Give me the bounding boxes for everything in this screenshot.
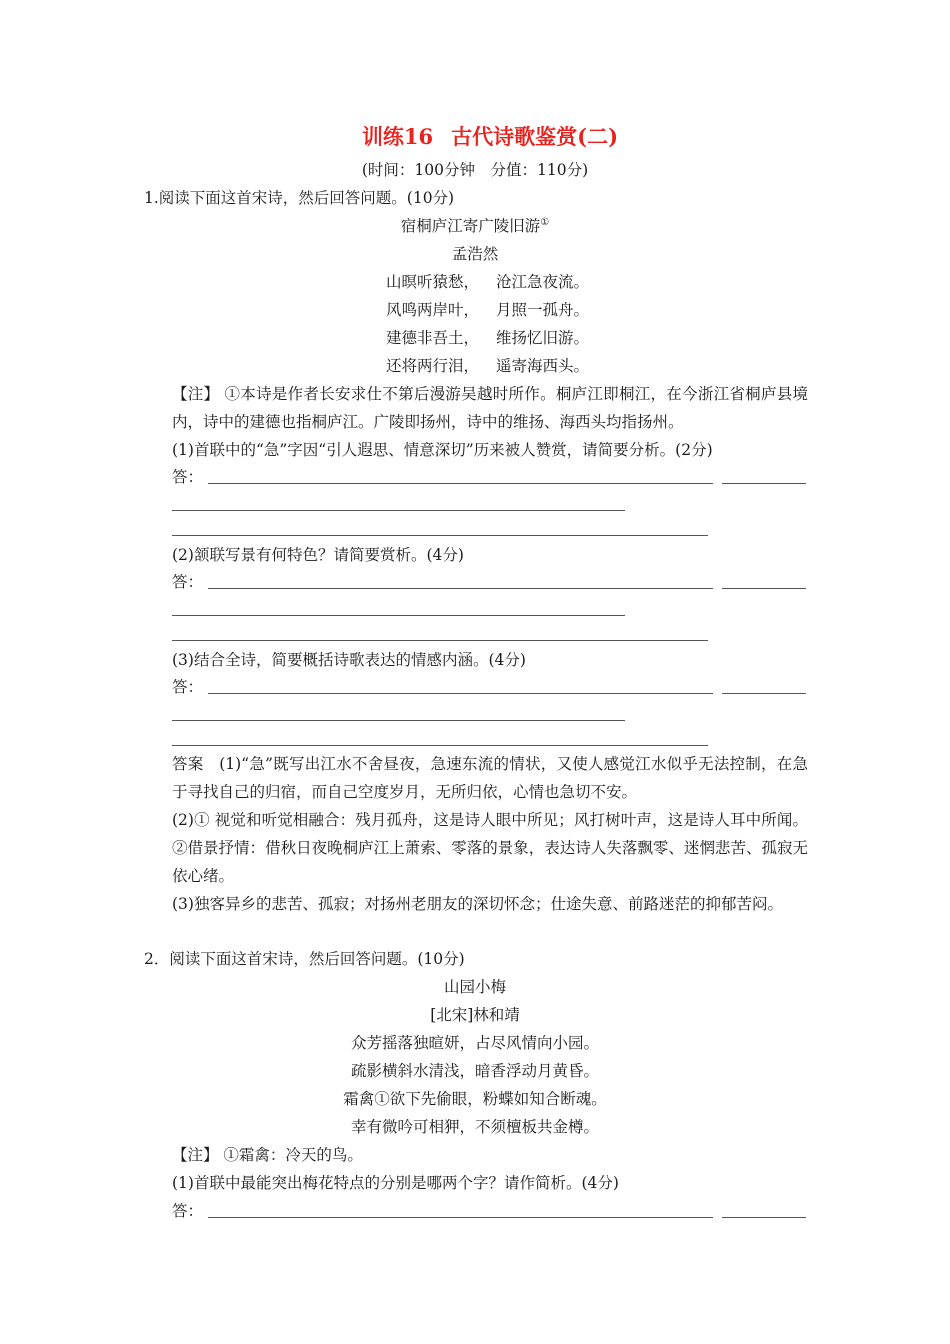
q1-poem-title: 宿桐庐江寄广陵旧游①: [400, 217, 550, 235]
answer-label: 答：: [172, 678, 204, 696]
answer-line[interactable]: [172, 615, 625, 616]
q1-answer-2: (2)① 视觉和听觉相融合：残月孤舟，这是诗人眼中所见；风打树叶声，这是诗人耳中所闻。②借景抒情：借秋日夜晚桐庐江上萧索、零落的景象，表达诗人失落飘零、迷惘悲苦、孤寂无依心绪。: [172, 811, 808, 885]
q1-note: 【注】 ①本诗是作者长安求仕不第后漫游吴越时所作。桐庐江即桐江，在今浙江省桐庐县境内，诗中的建德也指桐庐江。广陵即扬州，诗中的维扬、海西头均指扬州。: [172, 385, 808, 431]
q2-poem-line: 疏影横斜水清浅，暗香浮动月黄昏。: [350, 1062, 599, 1080]
answer-label: 答：: [172, 573, 204, 591]
answer-line[interactable]: [208, 483, 713, 484]
footnote-marker: ①: [540, 217, 550, 228]
answer-line[interactable]: [722, 1217, 806, 1218]
q2-note: 【注】 ①霜禽：冷天的鸟。: [172, 1146, 363, 1164]
answer-line[interactable]: [722, 693, 806, 694]
q1-answer-1: 答案 (1)“急”既写出江水不舍昼夜，急速东流的情状，又使人感觉江水似乎无法控制，在急于寻找自己的归宿，而自己空度岁月，无所归依，心情也急切不安。: [172, 755, 808, 801]
q1-poem-line: 山暝听猿愁， 沧江急夜流。: [386, 273, 590, 291]
q1-poem-line: 建德非吾土， 维扬忆旧游。: [386, 329, 590, 347]
q2-poem-title: 山园小梅: [443, 978, 506, 996]
q1-subquestion-3: (3)结合全诗，简要概括诗歌表达的情感内涵。(4分): [172, 651, 526, 669]
q1-poem-line: 风鸣两岸叶， 月照一孤舟。: [386, 301, 590, 319]
answer-line[interactable]: [208, 1217, 713, 1218]
exam-meta: (时间：100分钟 分值：110分): [361, 161, 589, 179]
q1-subquestion-2: (2)颔联写景有何特色？请简要赏析。(4分): [172, 546, 464, 564]
page-title: [0, 124, 950, 150]
answer-line[interactable]: [208, 693, 713, 694]
q1-poem-line: 还将两行泪， 遥寄海西头。: [386, 357, 590, 375]
q1-subquestion-1: (1)首联中的“急”字因“引人遐思、情意深切”历来被人赞赏，请简要分析。(2分): [172, 441, 713, 459]
answer-line[interactable]: [208, 588, 713, 589]
title-main: 训练16: [361, 124, 434, 149]
title-sub: 古代诗歌鉴赏(二): [451, 124, 619, 149]
q2-poem-line: 霜禽①欲下先偷眼，粉蝶如知合断魂。: [343, 1090, 607, 1108]
q1-answer-3: (3)独客异乡的悲苦、孤寂；对扬州老朋友的深切怀念；仕途失意、前路迷茫的抑郁苦闷。: [172, 895, 783, 913]
q2-poem-author: [北宋]林和靖: [430, 1006, 520, 1024]
answer-line[interactable]: [172, 720, 625, 721]
q1-prompt: 1.阅读下面这首宋诗，然后回答问题。(10分): [144, 189, 455, 207]
answer-line[interactable]: [172, 510, 625, 511]
q2-prompt: 2．阅读下面这首宋诗，然后回答问题。(10分): [144, 950, 465, 968]
answer-line[interactable]: [722, 483, 806, 484]
answer-line[interactable]: [172, 535, 708, 536]
answer-line[interactable]: [722, 588, 806, 589]
q2-poem-line: 幸有微吟可相狎，不须檀板共金樽。: [350, 1118, 599, 1136]
answer-label: 答：: [172, 468, 204, 486]
q1-poem-author: 孟浩然: [451, 245, 499, 263]
answer-line[interactable]: [172, 640, 708, 641]
q2-poem-line: 众芳摇落独暄妍，占尽风情向小园。: [350, 1034, 599, 1052]
answer-label: 答：: [172, 1202, 204, 1220]
q2-subquestion-1: (1)首联中最能突出梅花特点的分别是哪两个字？请作简析。(4分): [172, 1174, 619, 1192]
answer-line[interactable]: [172, 745, 708, 746]
